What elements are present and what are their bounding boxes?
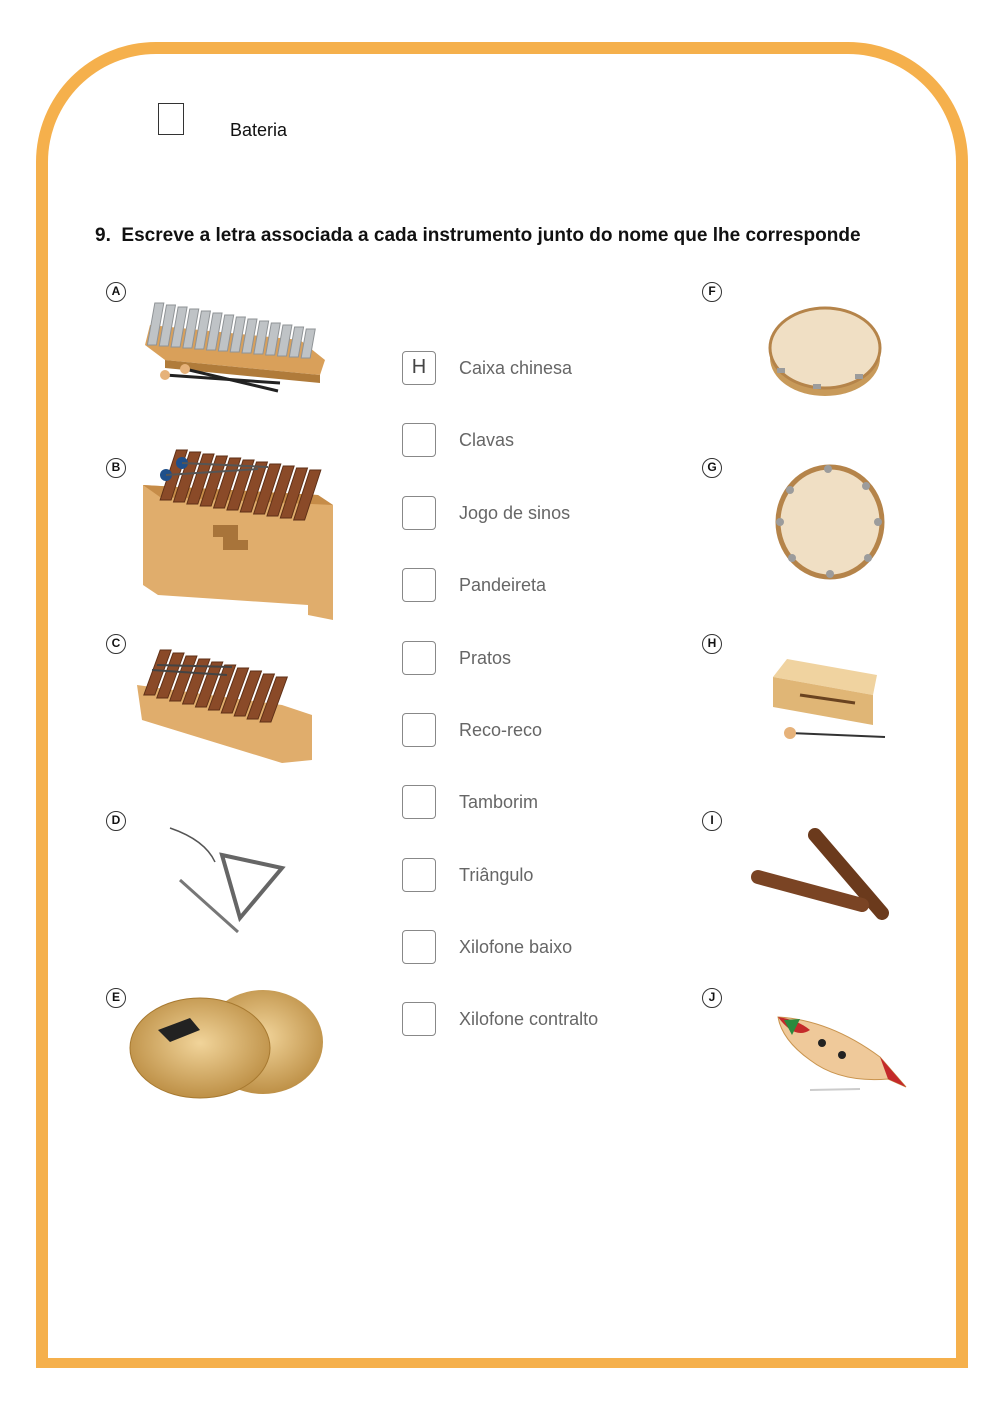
bass-xylophone-image <box>138 445 343 625</box>
answer-box-clavas[interactable] <box>402 423 436 457</box>
letter-g: G <box>702 458 722 478</box>
label-triangulo: Triângulo <box>459 865 534 885</box>
letter-i: I <box>702 811 722 831</box>
bateria-label: Bateria <box>230 120 288 140</box>
label-xilofone-contralto: Xilofone contralto <box>459 1009 599 1029</box>
answer-box-xilofone-baixo[interactable] <box>402 930 436 964</box>
answer-box-jogo-de-sinos[interactable] <box>402 496 436 530</box>
answer-box-triangulo[interactable] <box>402 858 436 892</box>
question-text: Escreve a letra associada a cada instrumento junto do nome que lhe corresponde <box>121 225 861 246</box>
letter-e: E <box>106 988 126 1008</box>
clavas-image <box>750 825 895 925</box>
cymbals-image <box>128 990 328 1102</box>
glockenspiel-image <box>130 285 340 405</box>
bateria-answer-box[interactable] <box>158 103 184 135</box>
letter-c: C <box>106 634 126 654</box>
caixa-chinesa-image <box>765 655 895 745</box>
tamborim-image <box>765 300 885 405</box>
label-pandeireta: Pandeireta <box>459 575 547 595</box>
alto-xylophone-image <box>132 645 317 770</box>
question-number: 9. <box>95 225 111 246</box>
letter-b: B <box>106 458 126 478</box>
label-jogo-de-sinos: Jogo de sinos <box>459 503 571 523</box>
letter-a: A <box>106 282 126 302</box>
answer-box-caixa-chinesa[interactable]: H <box>402 351 436 385</box>
letter-d: D <box>106 811 126 831</box>
answer-box-reco-reco[interactable] <box>402 713 436 747</box>
answer-box-tamborim[interactable] <box>402 785 436 819</box>
answer-box-pandeireta[interactable] <box>402 568 436 602</box>
letter-f: F <box>702 282 722 302</box>
letter-j: J <box>702 988 722 1008</box>
triangle-image <box>160 820 295 940</box>
label-pratos: Pratos <box>459 648 512 668</box>
label-caixa-chinesa: Caixa chinesa <box>459 358 573 378</box>
label-reco-reco: Reco-reco <box>459 720 543 740</box>
reco-reco-image <box>770 1005 915 1095</box>
label-clavas: Clavas <box>459 430 515 450</box>
letter-h: H <box>702 634 722 654</box>
label-xilofone-baixo: Xilofone baixo <box>459 937 573 957</box>
answer-box-xilofone-contralto[interactable] <box>402 1002 436 1036</box>
pandeireta-image <box>770 462 885 587</box>
answer-box-pratos[interactable] <box>402 641 436 675</box>
question-9 <box>95 225 861 247</box>
label-tamborim: Tamborim <box>459 792 539 812</box>
